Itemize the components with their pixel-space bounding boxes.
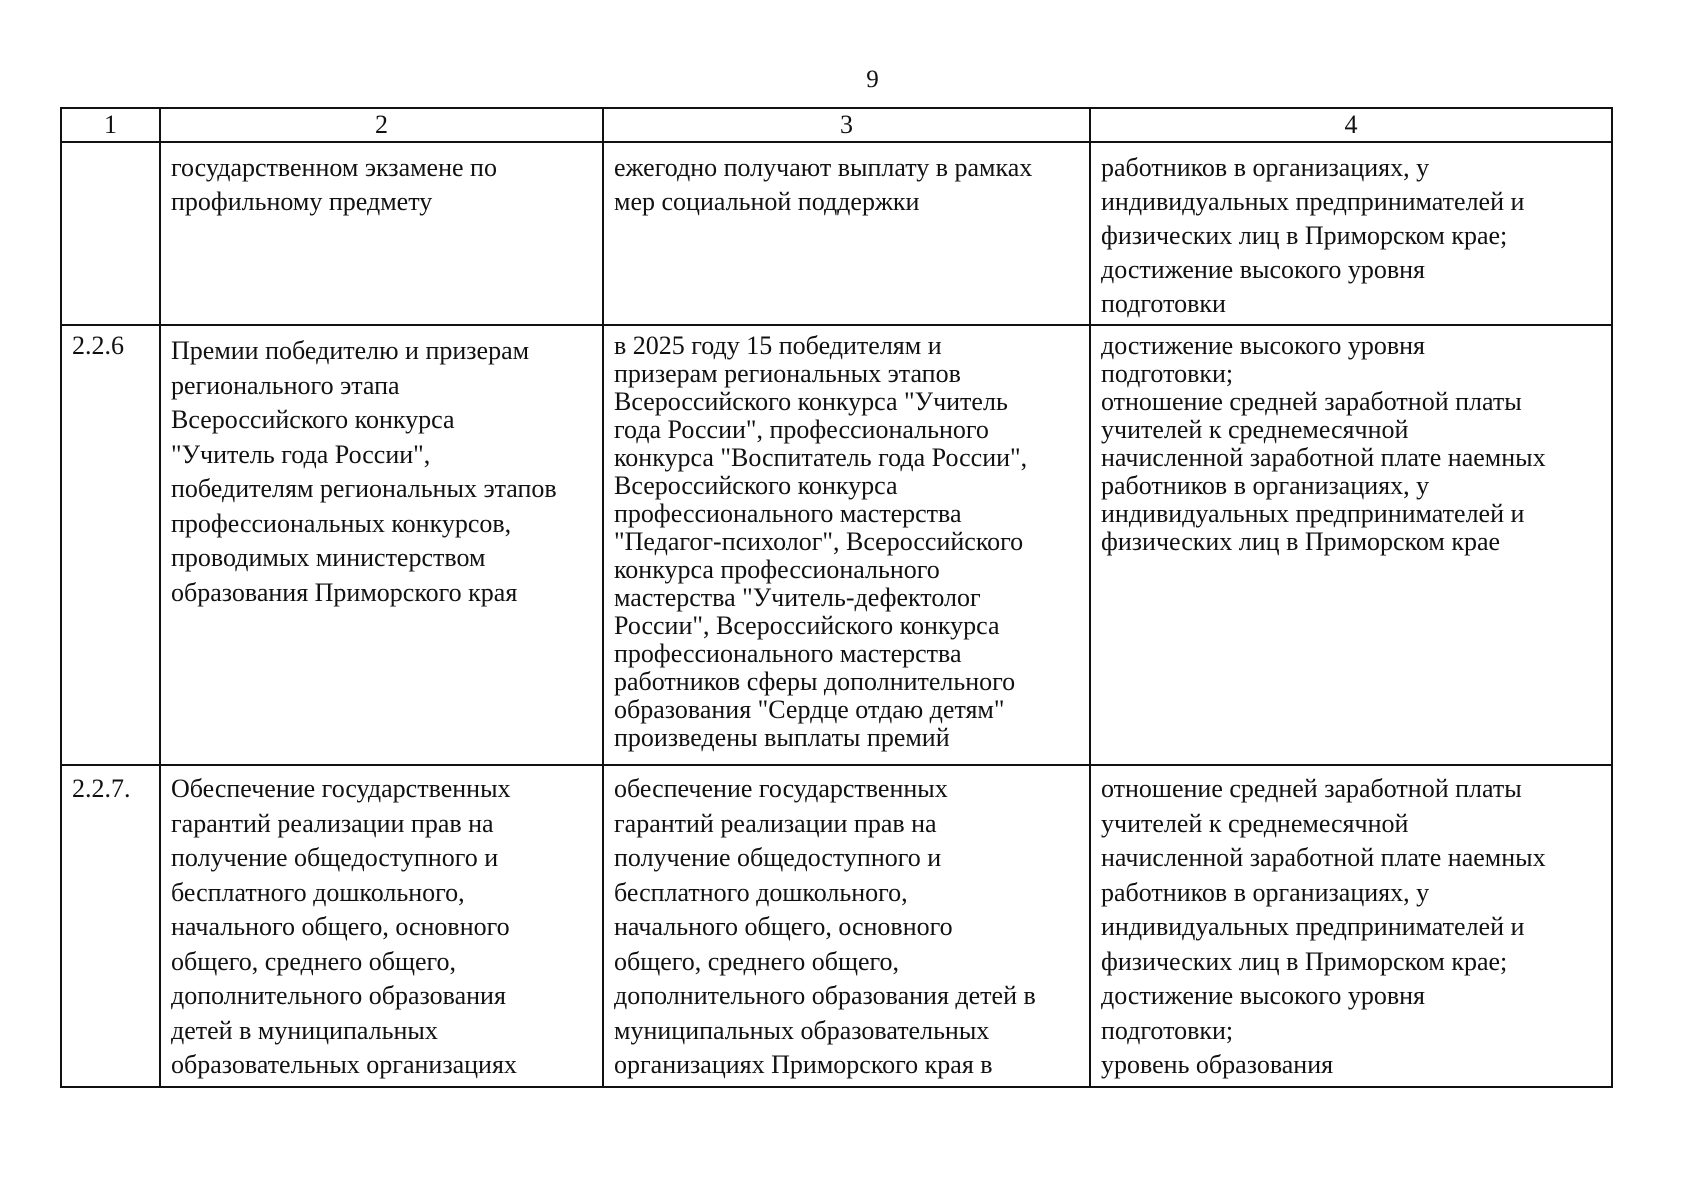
row-number-cell bbox=[61, 142, 160, 325]
result-cell: ежегодно получают выплату в рамках мер социальной поддержки bbox=[603, 142, 1090, 325]
header-cell: 4 bbox=[1090, 108, 1612, 142]
row-number-cell: 2.2.7. bbox=[61, 765, 160, 1087]
header-cell: 2 bbox=[160, 108, 603, 142]
header-cell: 1 bbox=[61, 108, 160, 142]
result-cell: в 2025 году 15 победителям и призерам региональных этапов Всероссийского конкурса "Учитель года России", профессионального конкурса "Воспитатель года России", Всероссийского конкурса профессионального мастерства "Педагог-психолог", Всероссийского конкурса профессионального мастерства "Учитель-дефектолог России", Всероссийского конкурса профессионального мастерства работников сферы дополнительного образования "Сердце отдаю детям" произведены выплаты премий bbox=[603, 325, 1090, 765]
table-row bbox=[61, 142, 1612, 325]
indicators-cell: достижение высокого уровня подготовки; отношение средней заработной платы учителей к среднемесячной начисленной заработной плате наемных работников в организациях, у индивидуальных предпринимателей и физических лиц в Приморском крае bbox=[1090, 325, 1612, 765]
result-cell: обеспечение государственных гарантий реализации прав на получение общедоступного и бесплатного дошкольного, начального общего, основного общего, среднего общего, дополнительного образования детей в муниципальных образовательных организациях Приморского края в bbox=[603, 765, 1090, 1087]
indicators-cell: работников в организациях, у индивидуальных предпринимателей и физических лиц в Приморском крае; достижение высокого уровня подготовки bbox=[1090, 142, 1612, 325]
table-header-row bbox=[61, 108, 1612, 142]
measure-name-cell: Премии победителю и призерам регионального этапа Всероссийского конкурса "Учитель года России", победителям региональных этапов профессиональных конкурсов, проводимых министерством образования Приморского края bbox=[160, 325, 603, 765]
table-row bbox=[61, 325, 1612, 765]
measure-name-cell: государственном экзамене по профильному предмету bbox=[160, 142, 603, 325]
header-cell: 3 bbox=[603, 108, 1090, 142]
row-number-cell: 2.2.6 bbox=[61, 325, 160, 765]
measure-name-cell: Обеспечение государственных гарантий реализации прав на получение общедоступного и бесплатного дошкольного, начального общего, основного общего, среднего общего, дополнительного образования детей в муниципальных образовательных организациях bbox=[160, 765, 603, 1087]
document-table bbox=[60, 107, 1613, 1088]
page-number: 9 bbox=[866, 66, 879, 93]
indicators-cell: отношение средней заработной платы учителей к среднемесячной начисленной заработной плате наемных работников в организациях, у индивидуальных предпринимателей и физических лиц в Приморском крае; достижение высокого уровня подготовки; уровень образования bbox=[1090, 765, 1612, 1087]
table-row bbox=[61, 765, 1612, 1087]
